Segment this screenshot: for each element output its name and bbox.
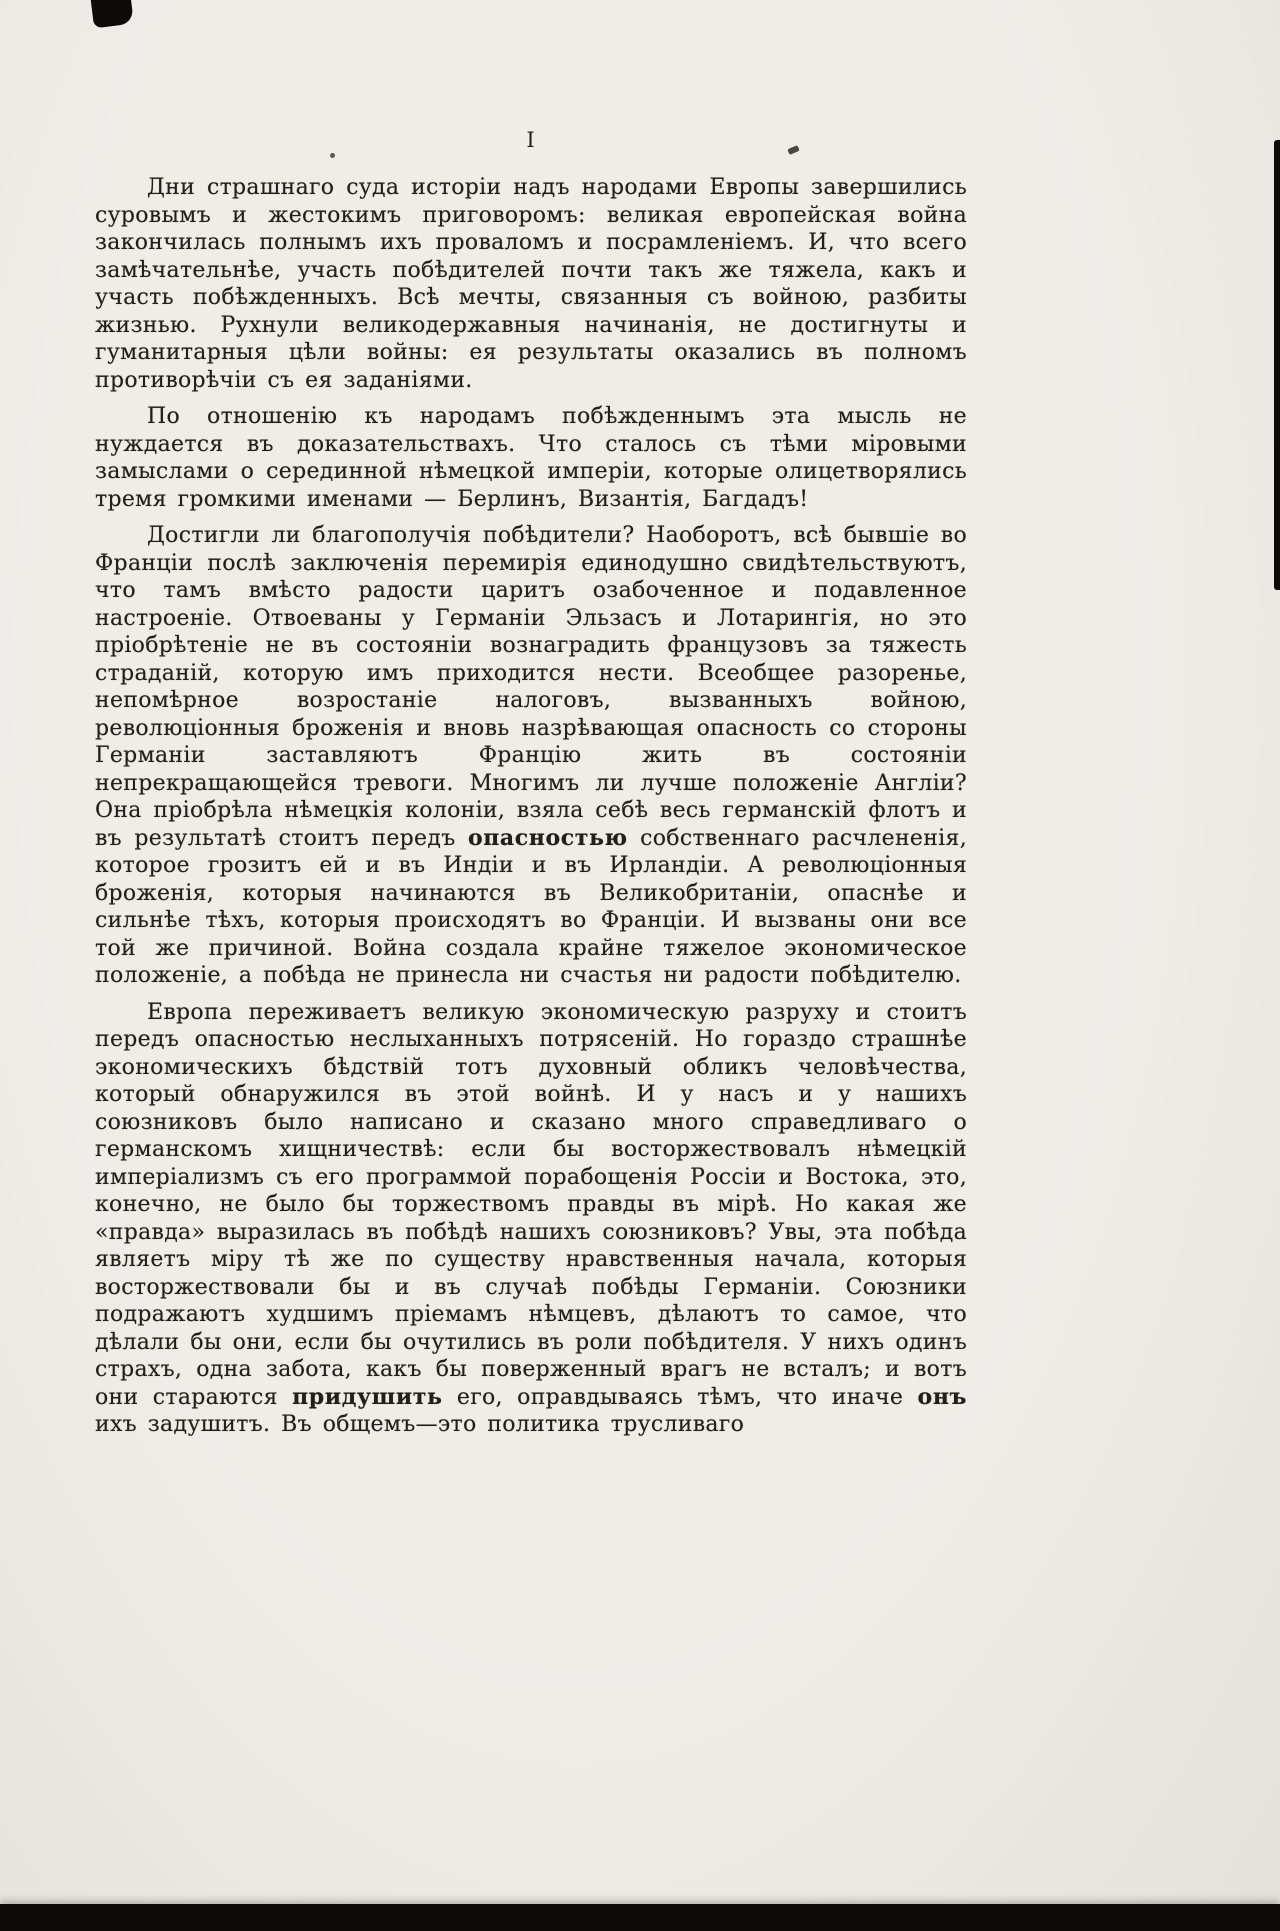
scan-edge-line-right-artifact [1274, 140, 1280, 590]
text-segment: его, оправдываясь тѣмъ, что иначе [442, 1384, 918, 1410]
bottom-scan-bar-artifact [0, 1904, 1280, 1931]
paragraph [95, 999, 967, 1439]
paragraph [95, 403, 967, 513]
paragraph [95, 522, 967, 990]
paragraph [95, 174, 967, 394]
text-segment: Европа переживаетъ великую экономическую разруху и стоитъ передъ опасностью неслыханныхъ потрясеній. Но гораздо страшнѣе экономическихъ бѣдствій тотъ духовный обликъ человѣчества, который обнаружился въ этой войнѣ. И у насъ и у нашихъ союзниковъ было написано и сказано много справедливаго о германскомъ хищничествѣ: если бы восторжествовалъ нѣмецкій имперіализмъ съ его программой порабощенія Россіи и Востока, это, конечно, не было бы торжествомъ правды въ мірѣ. Но какая же «правда» выразилась въ побѣдѣ нашихъ союзниковъ? Увы, эта побѣда являетъ міру тѣ же по существу нравственныя начала, которыя восторжествовали бы и въ случаѣ побѣды Германіи. Союзники подражаютъ худшимъ пріемамъ нѣмцевъ, дѣлаютъ то самое, что дѣлали бы они, если бы очутились въ роли побѣдителя. У нихъ одинъ страхъ, одна забота, какъ бы поверженный врагъ не всталъ; и вотъ они стараются [95, 999, 967, 1410]
text-segment: собственнаго расчлененія, которое грозитъ ей и въ Индіи и въ Ирландіи. А революціонныя броженія, которыя начинаются въ Великобританіи, опаснѣе и сильнѣе тѣхъ, которыя происходятъ во Франціи. И вызваны они все той же причиной. Война создала крайне тяжелое экономическое положеніе, а побѣда не принесла ни счастья ни радости побѣдителю. [95, 825, 967, 988]
text-segment: ихъ задушитъ. Въ общемъ—это политика трусливаго [95, 1412, 745, 1437]
text-segment: Дни страшнаго суда исторіи надъ народами Европы завершились суровымъ и жестокимъ приговоромъ: великая европейская война закончилась полнымъ ихъ проваломъ и посрамленіемъ. И, что всего замѣчательнѣе, участь побѣдителей почти такъ же тяжела, какъ и участь побѣжденныхъ. Всѣ мечты, связанныя съ войною, разбиты жизнью. Рухнули великодержавныя начинанія, не достигнуты и гуманитарныя цѣли войны: ея результаты оказались въ полномъ противорѣчіи съ ея заданіями. [95, 175, 967, 393]
ink-blot-top-left-artifact [90, 0, 134, 28]
bold-emphasis: онъ [917, 1383, 967, 1410]
text-segment: По отношенію къ народамъ побѣжденнымъ эта мысль не нуждается въ доказательствахъ. Что сталось съ тѣми міровыми замыслами о серединной нѣмецкой имперіи, которые олицетворялись тремя громкими именами — Берлинъ, Византія, Багдадъ! [95, 404, 967, 512]
text-block [95, 128, 967, 1439]
bold-emphasis: придушить [292, 1383, 443, 1410]
text-segment: Достигли ли благополучія побѣдители? Наоборотъ, всѣ бывшіе во Франціи послѣ заключенія перемирія единодушно свидѣтельствуютъ, что тамъ вмѣсто радости царитъ озабоченное и подавленное настроеніе. Отвоеваны у Германіи Эльзасъ и Лотарингія, но это пріобрѣтеніе не въ состояніи вознаградить французовъ за тяжесть страданій, которую имъ приходится нести. Всеобщее разоренье, непомѣрное возростаніе налоговъ, вызванныхъ войною, революціонныя броженія и вновь назрѣвающая опасность со стороны Германіи заставляютъ Францію жить въ состояніи непрекращающейся тревоги. Многимъ ли лучше положеніе Англіи? Она пріобрѣла нѣмецкія колоніи, взяла себѣ весь германскій флотъ и въ результатѣ стоитъ передъ [95, 523, 967, 851]
page-number: I [526, 128, 536, 152]
bold-emphasis: опасностью [467, 824, 628, 851]
